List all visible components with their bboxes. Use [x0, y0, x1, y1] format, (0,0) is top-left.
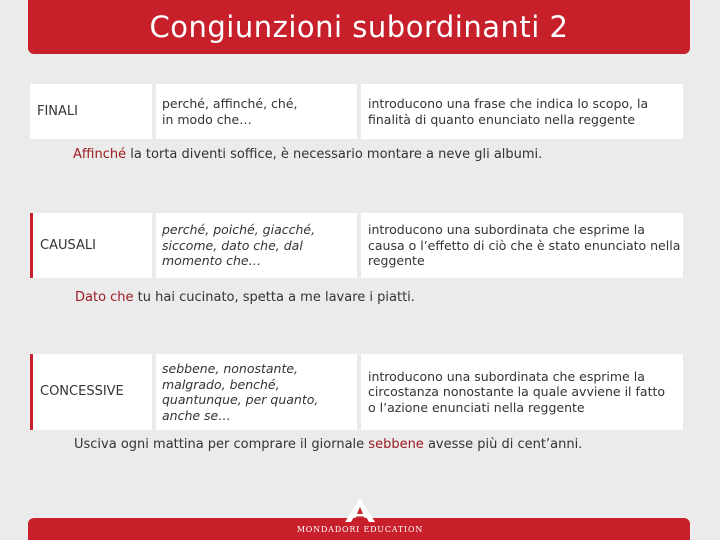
example-before: Usciva ogni mattina per comprare il giornale: [74, 437, 369, 452]
example-sentence: [74, 437, 582, 452]
mondadori-a-logo-icon: [342, 497, 378, 523]
category-description: [361, 354, 683, 430]
category-description-text: introducono una subordinata che esprime la circostanza nonostante la quale avviene il fatto o l’azione enunciati nella reggente: [368, 368, 666, 415]
example-sentence: [73, 147, 542, 162]
category-label: CONCESSIVE: [30, 354, 152, 430]
example-after: avesse più di cent’anni.: [423, 437, 583, 452]
example-rest: tu hai cucinato, spetta a me lavare i piatti.: [133, 290, 415, 305]
conjunction-list: [156, 213, 357, 278]
publisher-logo: [280, 497, 440, 540]
category-label: FINALI: [30, 84, 152, 139]
table-row-finali: [30, 84, 683, 139]
category-description: introducono una subordinata che esprime la causa o l’effetto di ciò che è stato enunciato nella reggente: [361, 213, 683, 278]
conjunction-list: [156, 354, 357, 430]
table-row-causali: [30, 213, 683, 278]
category-description: introducono una frase che indica lo scopo, la finalità di quanto enunciato nella reggente: [361, 84, 683, 139]
example-highlight: Dato che: [75, 290, 134, 305]
example-sentence: [75, 290, 415, 305]
title-bar: [28, 0, 690, 54]
example-highlight: sebbene: [368, 437, 424, 452]
conjunction-list-text: perché, poiché, giacché, siccome, dato che, dal momento che…: [162, 222, 316, 269]
logo-text: MONDADORI EDUCATION: [296, 525, 424, 534]
conjunction-list-text: perché, affinché, ché, in modo che…: [162, 96, 298, 127]
page-title: Congiunzioni subordinanti 2: [149, 10, 569, 44]
example-highlight: Affinché: [73, 147, 127, 162]
table-row-concessive: [30, 354, 683, 430]
conjunction-list-text: sebbene, nonostante, malgrado, benché, quantunque, per quanto, anche se…: [162, 361, 319, 423]
category-label: CAUSALI: [30, 213, 152, 278]
conjunction-list: [156, 84, 357, 139]
example-rest: la torta diventi soffice, è necessario montare a neve gli albumi.: [126, 147, 543, 162]
